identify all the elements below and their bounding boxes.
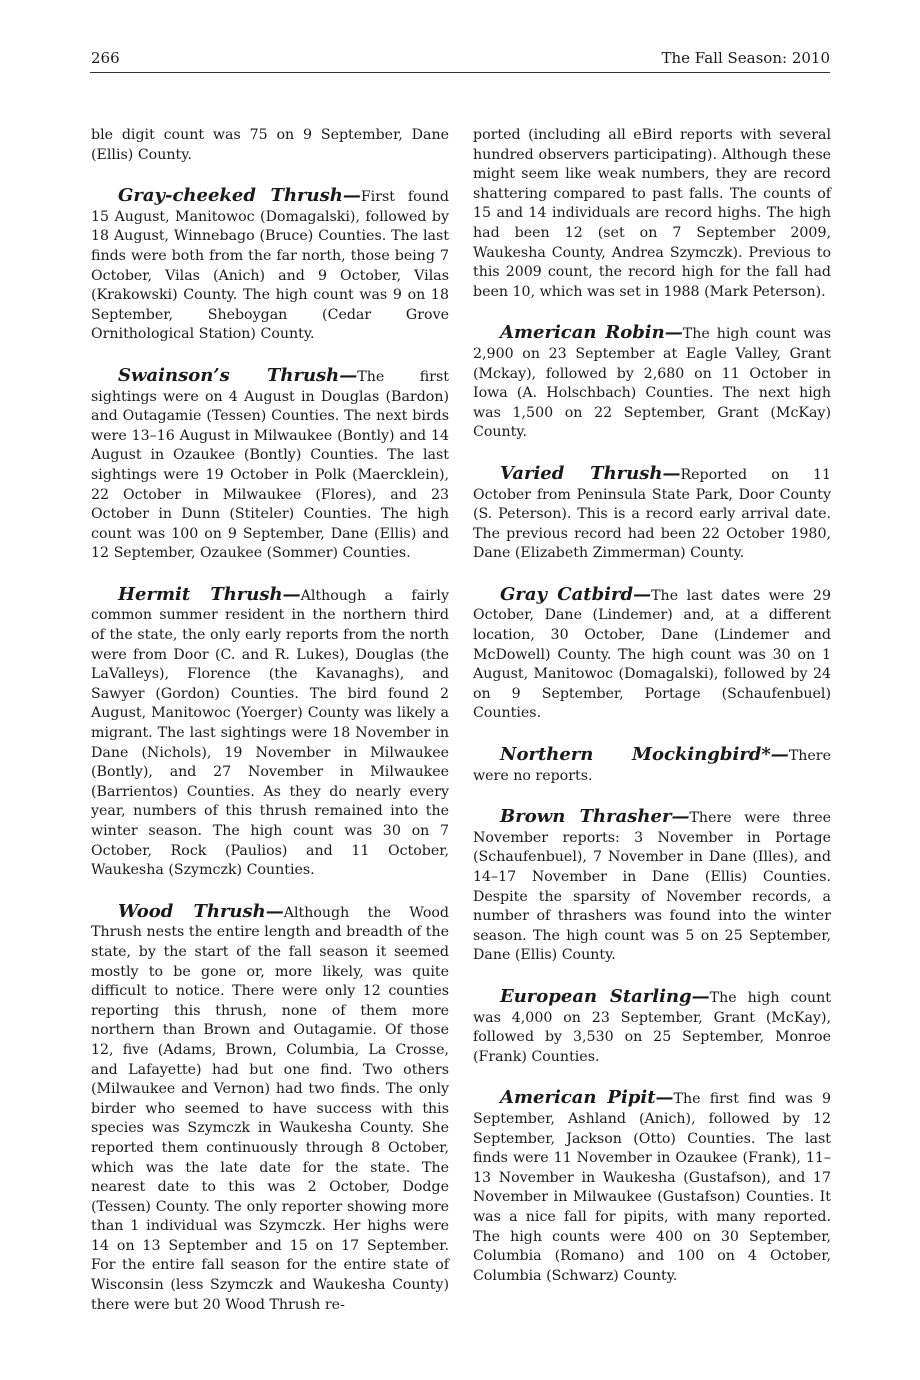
species-name: Varied Thrush—	[500, 462, 681, 484]
species-text: The first find was 9 September, Ashland (Anich), followed by 12 September, Jackson (Otto) Counties. The last finds were 11 November in Ozaukee (Frank), 11–13 November in Waukesha (Gustafson), and 17 November in Milwaukee (Gustafson) Counties. It was a nice fall for pipits, with many reported. The high counts were 400 on 30 September, Columbia (Romano) and 100 on 4 October, Columbia (Schwarz) County.	[473, 1091, 831, 1284]
species-text: The high count was 4,000 on 23 September, Grant (McKay), followed by 3,530 on 25 September, Monroe (Frank) Counties.	[473, 989, 831, 1065]
species-entry-hermit-thrush	[91, 585, 449, 881]
species-entry-gray-cheeked-thrush	[91, 186, 449, 345]
continuation-text: ported (including all eBird reports with several hundred observers participating). Although these might seem like weak numbers, they are record shattering compared to past falls. The counts of 15 and 14 individuals are record highs. The high had been 12 (set on 7 September 2009, Waukesha County, Andrea Szymczk). Previous to this 2009 count, the record high for the fall had been 10, which was set in 1988 (Mark Peterson).	[473, 127, 831, 300]
species-entry-wood-thrush	[91, 902, 449, 1315]
right-column	[473, 126, 831, 1307]
species-name: Northern Mockingbird*—	[500, 744, 789, 766]
species-text: Reported on 11 October from Peninsula State Park, Door County (S. Peterson). This is a record early arrival date. The previous record had been 22 October 1980, Dane (Elizabeth Zimmerman) County.	[473, 466, 832, 562]
species-entry-gray-catbird	[473, 585, 831, 724]
species-name: American Robin—	[500, 322, 683, 344]
running-title: The Fall Season: 2010	[661, 49, 830, 67]
species-name: American Pipit—	[500, 1087, 674, 1109]
species-entry-swainsons-thrush	[91, 366, 449, 564]
species-text: There were no reports.	[473, 748, 831, 784]
page-header	[90, 48, 830, 73]
species-text: The last dates were 29 October, Dane (Lindemer) and, at a different location, 30 October, Dane (Lindemer and McDowell) County. The high count was 30 on 1 August, Manitowoc (Domagalski), followed by 24 on 9 September, Portage (Schaufenbuel) Counties.	[473, 587, 831, 722]
left-column	[91, 126, 449, 1336]
species-entry-american-pipit	[473, 1088, 831, 1286]
species-entry-european-starling	[473, 987, 831, 1067]
species-text: The first sightings were on 4 August in Douglas (Bardon) and Outagamie (Tessen) Counties. The next birds were 13–16 August in Milwaukee (Bontly) and 14 August in Ozaukee (Bontly) Counties. The last sightings were 19 October in Polk (Maercklein), 22 October in Milwaukee (Flores), and 23 October in Dunn (Stiteler) Counties. The high count was 100 on 9 September, Dane (Ellis) and 12 September, Ozaukee (Sommer) Counties.	[91, 368, 450, 562]
species-text: Although the Wood Thrush nests the entire length and breadth of the state, by the start of the fall season it seemed mostly to be gone or, more likely, was quite difficult to notice. There were only 12 counties reporting this thrush, none of them more northern than Brown and Outagamie. Of those 12, five (Adams, Brown, Columbia, La Crosse, and Lafayette) had but one find. Two others (Milwaukee and Vernon) had two finds. The only birder who seemed to have success with this species was Szymczk in Waukesha County. She reported them continuously through 8 October, which was the late date for the state. The nearest date to this was 2 October, Dodge (Tessen) County. The only reporter showing more than 1 individual was Szymczk. Her highs were 14 on 13 September and 15 on 17 September. For the entire fall season for the entire state of Wisconsin (less Szymczk and Waukesha County) there were but 20 Wood Thrush re-	[91, 904, 449, 1313]
species-text: There were three November reports: 3 November in Portage (Schaufenbuel), 7 November in Dane (Illes), and 14–17 November in Dane (Ellis) Counties. Despite the sparsity of November records, a number of thrashers was found into the winter season. The high count was 5 on 25 September, Dane (Ellis) County.	[473, 810, 831, 964]
species-name: Swainson’s Thrush—	[118, 364, 358, 386]
species-text: The high count was 2,900 on 23 September at Eagle Valley, Grant (Mckay), followed by 2,680 on 11 October in Iowa (A. Holschbach) Counties. The next high was 1,500 on 22 September, Grant (McKay) County.	[473, 326, 831, 441]
species-entry-varied-thrush	[473, 464, 831, 564]
species-text: First found 15 August, Manitowoc (Domagalski), followed by 18 August, Winnebago (Bruce) Counties. The last finds were both from the far north, those being 7 October, Vilas (Anich) and 9 October, Vilas (Krakowski) County. The high count was 9 on 18 September, Sheboygan (Cedar Grove Ornithological Station) County.	[91, 189, 449, 343]
species-name: Wood Thrush—	[118, 900, 284, 922]
page-number: 266	[91, 49, 120, 67]
species-entry-brown-thrasher	[473, 807, 831, 966]
species-entry-american-robin	[473, 323, 831, 443]
species-name: Brown Thrasher—	[500, 806, 690, 828]
species-text: Although a fairly common summer resident in the northern third of the state, the only early reports from the north were from Door (C. and R. Lukes), Douglas (the LaValleys), Florence (the Kavanaghs), and Sawyer (Gordon) Counties. The bird found 2 August, Manitowoc (Yoerger) County was likely a migrant. The last sightings were 18 November in Dane (Nichols), 19 November in Milwaukee (Bontly), and 27 November in Milwaukee (Barrientos) Counties. As they do nearly every year, numbers of this thrush remained into the winter season. The high count was 30 on 7 October, Rock (Paulios) and 11 October, Waukesha (Szymczk) Counties.	[91, 587, 449, 879]
species-name: Gray-cheeked Thrush—	[118, 185, 361, 207]
species-name: European Starling—	[500, 985, 710, 1007]
species-name: Hermit Thrush—	[118, 583, 301, 605]
continuation-text: ble digit count was 75 on 9 September, Dane (Ellis) County.	[91, 127, 449, 163]
species-entry-northern-mockingbird	[473, 745, 831, 786]
species-name: Gray Catbird—	[500, 583, 652, 605]
